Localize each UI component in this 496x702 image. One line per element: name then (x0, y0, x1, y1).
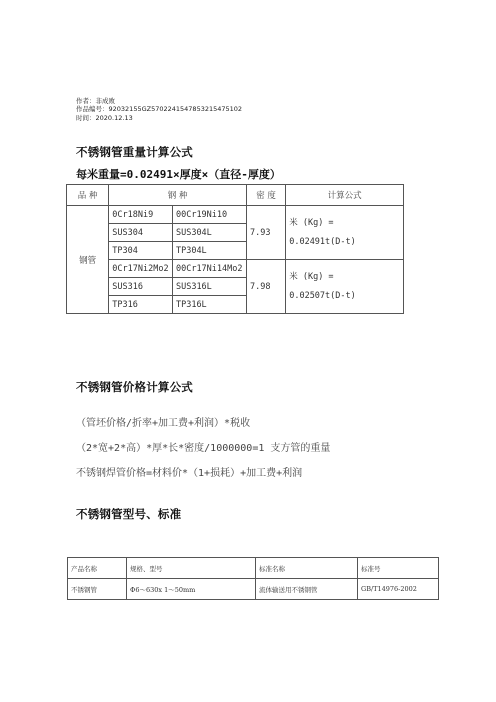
grade-cell: TP316 (109, 296, 173, 314)
grade-cell: TP304L (172, 242, 246, 260)
grade-cell: 0Cr17Ni2Mo2 (109, 260, 173, 278)
table-row (67, 260, 404, 278)
grade-cell: 00Cr19Ni10 (172, 206, 246, 224)
document-number: 作品编号：92032155GZ5702241547853215475102 (76, 105, 243, 113)
spec-cell: Φ6～630x 1～50mm (127, 579, 256, 600)
price-line: （管坯价格/折率+加工费+利润）*税收 (76, 418, 251, 429)
header-product-name: 产品名称 (68, 558, 127, 579)
header-category: 品 种 (67, 185, 109, 206)
formula-line: 0.02507t(D-t) (289, 290, 356, 301)
grade-cell: SUS316 (109, 278, 173, 296)
header-standard-number: 标准号 (358, 558, 439, 579)
formula-line: 米 (Kg) = (289, 217, 334, 228)
header-standard-name: 标准名称 (256, 558, 358, 579)
density-cell: 7.98 (246, 260, 285, 314)
weight-table (66, 184, 404, 314)
header-density: 密 度 (246, 185, 285, 206)
standards-table-header (68, 558, 439, 579)
formula-cell (286, 260, 404, 314)
density-cell: 7.93 (246, 206, 285, 260)
standard-name-cell: 流体输送用不锈钢管 (256, 579, 358, 600)
category-cell: 钢管 (67, 206, 109, 314)
weight-section-title: 不锈钢管重量计算公式 (76, 145, 193, 159)
header-spec-model: 规格、型号 (127, 558, 256, 579)
formula-line: 米 (Kg) = (289, 271, 334, 282)
table-row (68, 579, 439, 600)
price-line: （2*宽+2*高）*厚*长*密度/1000000=1 支方管的重量 (76, 443, 331, 454)
table-row (67, 206, 404, 224)
price-section-title: 不锈钢管价格计算公式 (76, 380, 193, 394)
grade-cell: TP316L (172, 296, 246, 314)
header-formula: 计算公式 (286, 185, 404, 206)
grade-cell: 0Cr18Ni9 (109, 206, 173, 224)
model-section-title: 不锈钢管型号、标准 (76, 507, 182, 521)
weight-table-header (67, 185, 404, 206)
header-steel-grade: 钢 种 (109, 185, 247, 206)
date-line: 时间：2020.12.13 (76, 114, 133, 122)
standard-number-cell: GB/T14976-2002 (358, 579, 439, 600)
grade-cell: 00Cr17Ni14Mo2 (172, 260, 246, 278)
grade-cell: SUS304L (172, 224, 246, 242)
price-line: 不锈钢焊管价格=材料价*（1+损耗）+加工费+利润 (76, 468, 303, 479)
author-line: 作者：非成败 (76, 97, 115, 105)
standards-table (67, 557, 439, 600)
formula-cell (286, 206, 404, 260)
product-name-cell: 不锈钢管 (68, 579, 127, 600)
grade-cell: TP304 (109, 242, 173, 260)
grade-cell: SUS316L (172, 278, 246, 296)
weight-formula: 每米重量=0.02491×厚度×（直径-厚度） (76, 168, 281, 181)
grade-cell: SUS304 (109, 224, 173, 242)
formula-line: 0.02491t(D-t) (289, 236, 356, 247)
